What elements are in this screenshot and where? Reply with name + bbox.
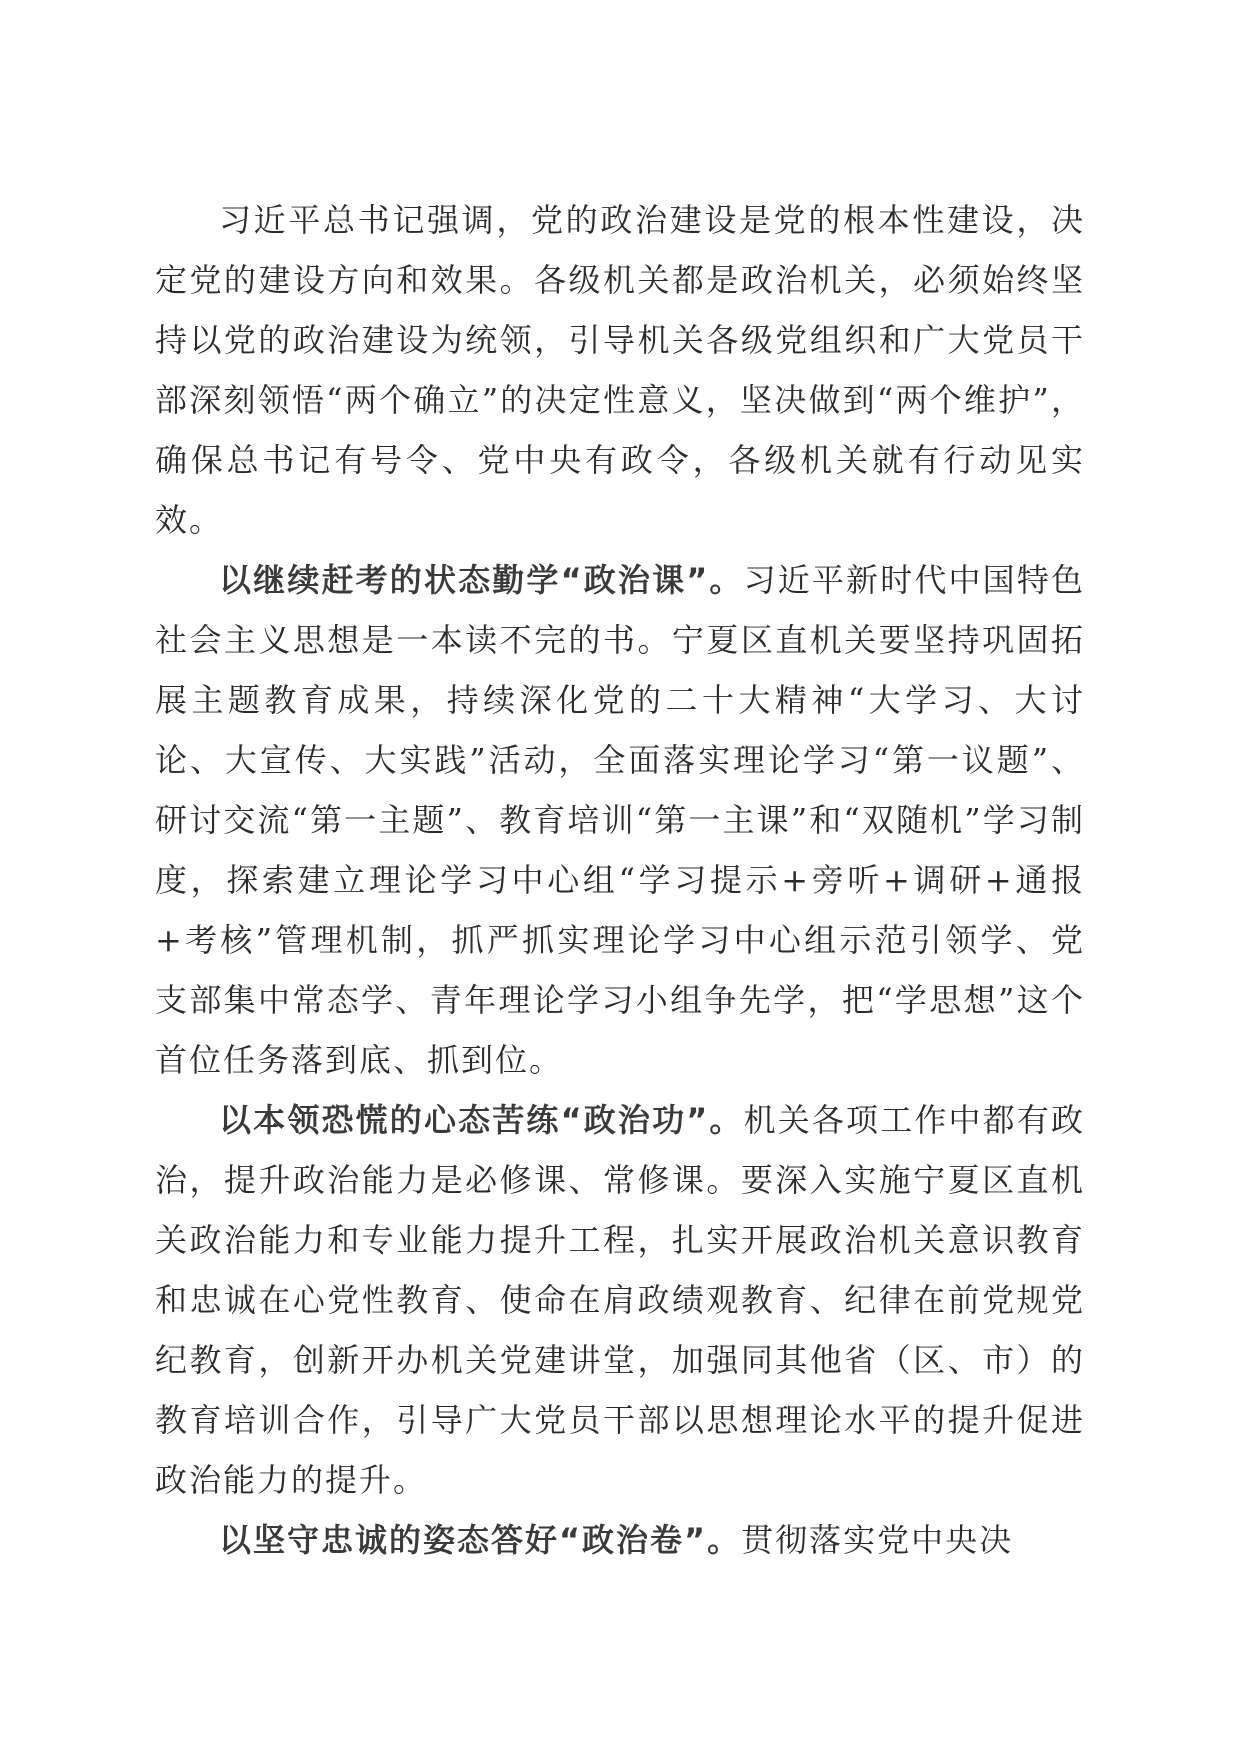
section-paragraph-political-class — [155, 550, 1085, 1090]
intro-paragraph — [155, 190, 1085, 550]
section-heading-political-exam: 以坚守忠诚的姿态答好“政治卷”。 — [219, 1521, 742, 1559]
section-heading-political-class: 以继续赶考的状态勤学“政治课”。 — [219, 561, 744, 599]
section-heading-political-skill: 以本领恐慌的心态苦练“政治功”。 — [219, 1101, 744, 1139]
section-body-political-class: 习近平新时代中国特色社会主义思想是一本读不完的书。宁夏区直机关要坚持巩固拓展主题教育成果，持续深化党的二十大精神“大学习、大讨论、大宣传、大实践”活动，全面落实理论学习“第一议题”、研讨交流“第一主题”、教育培训“第一主课”和“双随机”学习制度，探索建立理论学习中心组“学习提示+旁听+调研+通报+考核”管理机制，抓严抓实理论学习中心组示范引领学、党支部集中常态学、青年理论学习小组争先学，把“学思想”这个首位任务落到底、抓到位。 — [155, 561, 1085, 1079]
section-paragraph-political-skill — [155, 1090, 1085, 1510]
section-paragraph-political-exam — [155, 1510, 1085, 1570]
section-body-political-exam: 贯彻落实党中央决 — [741, 1521, 1014, 1559]
section-body-political-skill: 机关各项工作中都有政治，提升政治能力是必修课、常修课。要深入实施宁夏区直机关政治能力和专业能力提升工程，扎实开展政治机关意识教育和忠诚在心党性教育、使命在肩政绩观教育、纪律在前党规党纪教育，创新开办机关党建讲堂，加强同其他省（区、市）的教育培训合作，引导广大党员干部以思想理论水平的提升促进政治能力的提升。 — [155, 1101, 1085, 1499]
intro-paragraph-text: 习近平总书记强调，党的政治建设是党的根本性建设，决定党的建设方向和效果。各级机关都是政治机关，必须始终坚持以党的政治建设为统领，引导机关各级党组织和广大党员干部深刻领悟“两个确立”的决定性意义，坚决做到“两个维护”，确保总书记有号令、党中央有政令，各级机关就有行动见实效。 — [155, 201, 1085, 539]
document-body — [155, 190, 1085, 1570]
